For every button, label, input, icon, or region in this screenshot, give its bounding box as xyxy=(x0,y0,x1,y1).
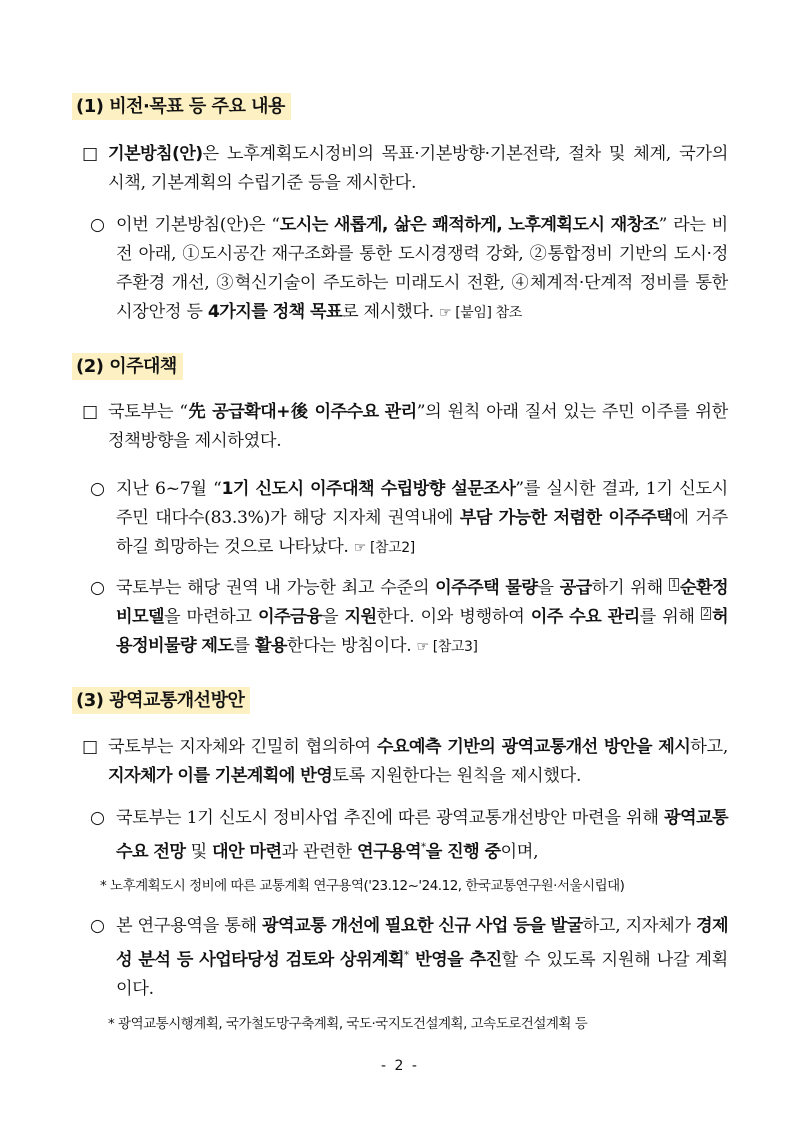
sub-point-2-1: ○ 지난 6~7월 “1기 신도시 이주대책 수립방향 설문조사”를 실시한 결과, 1기 신도시 주민 대다수(83.3%)가 해당 지자체 권역내에 부담 가능한 저렴한 이주주택에 거주하길 희망하는 것으로 나타났다. ☞ [참고2] xyxy=(116,475,728,563)
circle-bullet-icon: ○ xyxy=(90,479,105,499)
section-heading-3: (3) 광역교통개선방안 xyxy=(72,686,250,712)
main-point-2: □ 국토부는 “先 공급확대+後 이주수요 관리”의 원칙 아래 질서 있는 주민 이주를 위한 정책방향을 제시하였다. xyxy=(108,398,728,456)
sub-point-3-2: ○ 본 연구용역을 통해 광역교통 개선에 필요한 신규 사업 등을 발굴하고, 지자체가 경제성 분석 등 사업타당성 검토와 상위계획* 반영을 추진할 수 있도록 지원해 나갈 계획이다. xyxy=(116,912,728,1004)
circle-bullet-icon: ○ xyxy=(90,916,105,936)
footnote-star: * xyxy=(404,950,409,961)
reference-note: ☞ [붙임] 참조 xyxy=(439,305,522,321)
circle-bullet-icon: ○ xyxy=(90,808,105,828)
section-heading-2: (2) 이주대책 xyxy=(72,352,183,378)
section-heading-1: (1) 비전·목표 등 주요 내용 xyxy=(72,92,291,118)
circle-bullet-icon: ○ xyxy=(90,578,105,598)
reference-note: ☞ [참고3] xyxy=(416,639,478,655)
footnote-marker: 2 xyxy=(702,608,709,619)
square-bullet-icon: □ xyxy=(82,737,98,757)
sub-point-1-1: ○ 이번 기본방침(안)은 “도시는 새롭게, 삶은 쾌적하게, 노후계획도시 재창조” 라는 비전 아래, ①도시공간 재구조화를 통한 도시경쟁력 강화, ②통합정비 기반의 도시·정주환경 개선, ③혁신기술이 주도하는 미래도시 전환, ④체계적·단계적 정비를 통한 시장안정 등 4가지를 정책 목표로 제시했다. ☞ [붙임] 참조 xyxy=(116,211,728,328)
main-point-1: □ 기본방침(안)은 노후계획도시정비의 목표·기본방향·기본전략, 절차 및 체계, 국가의 시책, 기본계획의 수립기준 등을 제시한다. xyxy=(108,140,728,198)
footnote-star: * xyxy=(421,842,426,853)
footnote-2: * 광역교통시행계획, 국가철도망구축계획, 국도·국지도건설계획, 고속도로건설계획 등 xyxy=(108,1016,588,1032)
square-bullet-icon: □ xyxy=(82,402,98,422)
page-number: - 2 - xyxy=(381,1058,419,1074)
footnote-1: * 노후계획도시 정비에 따른 교통계획 연구용역('23.12~'24.12, 한국교통연구원·서울시립대) xyxy=(100,878,625,894)
square-bullet-icon: □ xyxy=(82,144,98,164)
footnote-marker: 1 xyxy=(670,579,677,590)
sub-point-3-1: ○ 국토부는 1기 신도시 정비사업 추진에 따른 광역교통개선방안 마련을 위해 광역교통 수요 전망 및 대안 마련과 관련한 연구용역*을 진행 중이며, xyxy=(116,804,728,867)
reference-note: ☞ [참고2] xyxy=(353,540,415,556)
circle-bullet-icon: ○ xyxy=(90,215,105,235)
main-point-3: □ 국토부는 지자체와 긴밀히 협의하여 수요예측 기반의 광역교통개선 방안을 제시하고, 지자체가 이를 기본계획에 반영토록 지원한다는 원칙을 제시했다. xyxy=(108,733,728,791)
sub-point-2-2: ○ 국토부는 해당 권역 내 가능한 최고 수준의 이주주택 물량을 공급하기 위해 $^1$ 순환정비모델을 마련하고 이주금융을 지원한다. 이와 병행하여 이주 수요 관리를 위해 $^2$ 허용정비물량 제도를 활용한다는 방침이다. ☞ [참고3] xyxy=(116,574,728,662)
